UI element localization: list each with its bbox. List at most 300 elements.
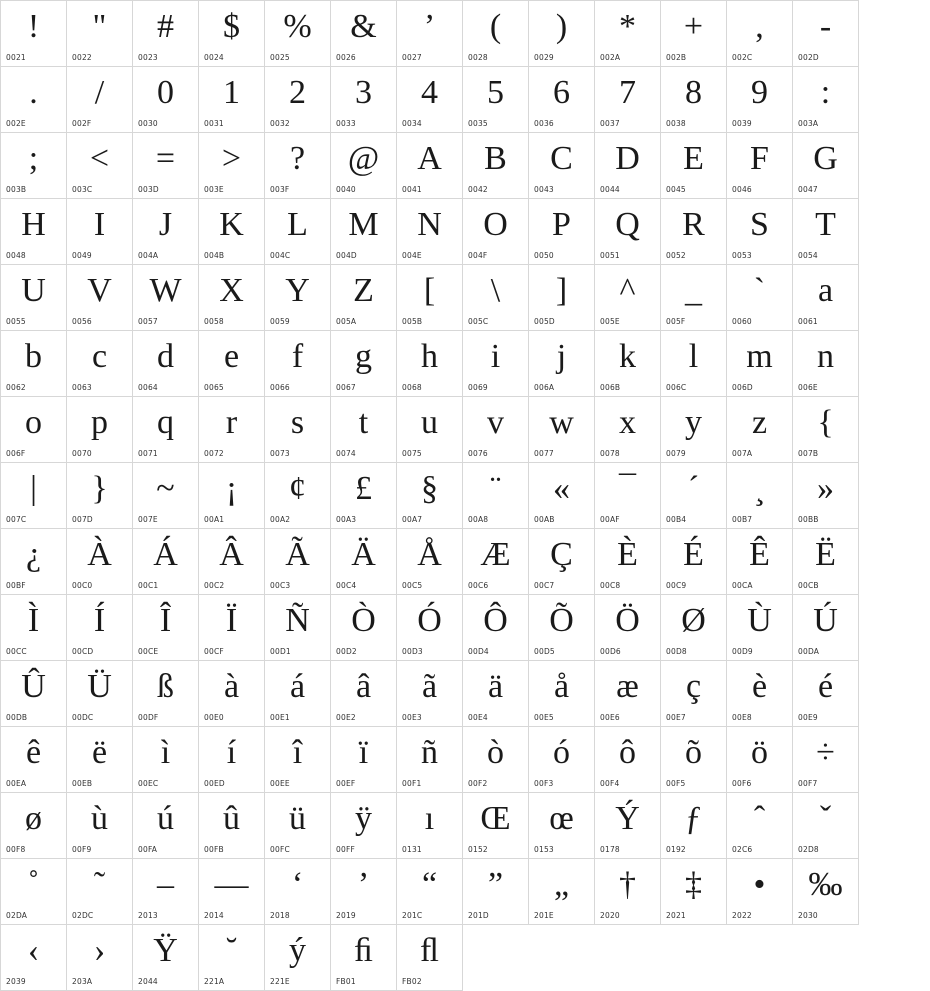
glyph-cell[interactable] — [1, 67, 67, 133]
glyph-cell[interactable] — [265, 859, 331, 925]
glyph-cell[interactable] — [133, 133, 199, 199]
glyph-cell[interactable] — [67, 661, 133, 727]
glyph-cell[interactable] — [67, 265, 133, 331]
glyph-cell[interactable] — [661, 727, 727, 793]
glyph-character: Ö — [615, 602, 640, 639]
glyph-codepoint: 0056 — [72, 317, 92, 326]
glyph-cell[interactable] — [463, 595, 529, 661]
glyph-codepoint: 0032 — [270, 119, 290, 128]
glyph-character: › — [93, 932, 106, 969]
glyph-cell[interactable] — [661, 397, 727, 463]
glyph-codepoint: 003C — [72, 185, 93, 194]
glyph-character: ï — [358, 734, 369, 771]
glyph-character: „ — [553, 866, 570, 903]
glyph-cell[interactable] — [133, 463, 199, 529]
glyph-codepoint: 006A — [534, 383, 555, 392]
glyph-cell[interactable] — [67, 1, 133, 67]
glyph-cell[interactable] — [199, 529, 265, 595]
glyph-cell[interactable] — [529, 397, 595, 463]
glyph-character: < — [89, 140, 110, 177]
glyph-cell[interactable] — [331, 67, 397, 133]
glyph-cell[interactable] — [595, 661, 661, 727]
glyph-cell[interactable] — [331, 727, 397, 793]
glyph-cell[interactable] — [265, 397, 331, 463]
glyph-cell[interactable] — [463, 133, 529, 199]
glyph-cell[interactable] — [331, 1, 397, 67]
glyph-codepoint: 0029 — [534, 53, 554, 62]
glyph-character: ì — [160, 734, 171, 771]
glyph-character: | — [30, 470, 37, 507]
glyph-cell[interactable] — [67, 67, 133, 133]
glyph-cell[interactable] — [331, 133, 397, 199]
glyph-cell[interactable] — [397, 1, 463, 67]
glyph-character: Ê — [749, 536, 770, 573]
glyph-cell[interactable] — [331, 463, 397, 529]
glyph-cell[interactable] — [595, 199, 661, 265]
glyph-codepoint: 00DB — [6, 713, 28, 722]
glyph-cell[interactable] — [265, 661, 331, 727]
glyph-cell[interactable] — [595, 529, 661, 595]
glyph-character: ¿ — [25, 536, 42, 573]
glyph-character: ê — [25, 734, 42, 771]
glyph-cell[interactable] — [661, 793, 727, 859]
glyph-character: ] — [555, 272, 568, 309]
glyph-cell[interactable] — [727, 529, 793, 595]
glyph-character: ß — [157, 668, 174, 705]
glyph-codepoint: 00D4 — [468, 647, 489, 656]
glyph-cell[interactable] — [727, 595, 793, 661]
glyph-codepoint: 004E — [402, 251, 422, 260]
glyph-character: q — [157, 404, 174, 441]
glyph-cell[interactable] — [199, 727, 265, 793]
glyph-cell[interactable] — [331, 397, 397, 463]
glyph-cell[interactable] — [133, 859, 199, 925]
glyph-codepoint: 003A — [798, 119, 819, 128]
glyph-cell[interactable] — [463, 727, 529, 793]
glyph-character: é — [817, 668, 834, 705]
glyph-cell[interactable] — [661, 265, 727, 331]
glyph-cell[interactable] — [793, 199, 859, 265]
glyph-codepoint: 005B — [402, 317, 423, 326]
glyph-codepoint: 006D — [732, 383, 753, 392]
glyph-cell[interactable] — [133, 199, 199, 265]
glyph-character: b — [25, 338, 42, 375]
glyph-cell[interactable] — [529, 133, 595, 199]
glyph-cell[interactable] — [595, 595, 661, 661]
glyph-character: " — [92, 8, 107, 45]
glyph-cell[interactable] — [265, 463, 331, 529]
glyph-cell[interactable] — [463, 265, 529, 331]
glyph-codepoint: 0036 — [534, 119, 554, 128]
glyph-cell[interactable] — [793, 793, 859, 859]
glyph-cell[interactable] — [265, 595, 331, 661]
glyph-cell[interactable] — [67, 331, 133, 397]
glyph-codepoint: 0054 — [798, 251, 818, 260]
glyph-codepoint: 00AB — [534, 515, 555, 524]
glyph-character: ˚ — [27, 866, 40, 903]
glyph-codepoint: 00F9 — [72, 845, 92, 854]
glyph-character: y — [685, 404, 702, 441]
glyph-cell[interactable] — [331, 661, 397, 727]
glyph-codepoint: 00C5 — [402, 581, 423, 590]
glyph-cell[interactable] — [331, 331, 397, 397]
glyph-cell[interactable] — [661, 859, 727, 925]
glyph-codepoint: 007E — [138, 515, 158, 524]
glyph-cell[interactable] — [595, 727, 661, 793]
glyph-cell[interactable] — [529, 529, 595, 595]
glyph-cell[interactable] — [661, 595, 727, 661]
glyph-cell[interactable] — [397, 199, 463, 265]
glyph-codepoint: 0022 — [72, 53, 92, 62]
glyph-cell[interactable] — [727, 793, 793, 859]
glyph-cell[interactable] — [331, 595, 397, 661]
glyph-cell[interactable] — [199, 397, 265, 463]
glyph-cell[interactable] — [265, 529, 331, 595]
glyph-cell[interactable] — [1, 529, 67, 595]
glyph-cell[interactable] — [793, 859, 859, 925]
glyph-character: x — [619, 404, 636, 441]
glyph-cell[interactable] — [133, 595, 199, 661]
glyph-cell[interactable] — [595, 265, 661, 331]
glyph-codepoint: 00FC — [270, 845, 290, 854]
glyph-cell[interactable] — [199, 331, 265, 397]
glyph-cell[interactable] — [133, 331, 199, 397]
glyph-character: 8 — [685, 74, 702, 111]
glyph-cell[interactable] — [67, 793, 133, 859]
glyph-codepoint: 00E2 — [336, 713, 356, 722]
glyph-codepoint: 002D — [798, 53, 819, 62]
glyph-character: † — [619, 866, 636, 903]
glyph-character: ü — [289, 800, 306, 837]
glyph-codepoint: 2018 — [270, 911, 290, 920]
glyph-cell[interactable] — [133, 67, 199, 133]
glyph-cell[interactable] — [727, 727, 793, 793]
glyph-cell[interactable] — [397, 661, 463, 727]
glyph-character: V — [87, 272, 112, 309]
glyph-codepoint: 00A3 — [336, 515, 357, 524]
glyph-cell[interactable] — [529, 595, 595, 661]
glyph-character: Ë — [815, 536, 836, 573]
glyph-character: Ì — [27, 602, 40, 639]
glyph-cell[interactable] — [67, 859, 133, 925]
glyph-codepoint: 00D8 — [666, 647, 687, 656]
glyph-cell[interactable] — [661, 67, 727, 133]
glyph-cell[interactable] — [199, 133, 265, 199]
glyph-cell[interactable] — [265, 793, 331, 859]
glyph-cell[interactable] — [397, 727, 463, 793]
glyph-cell[interactable] — [793, 1, 859, 67]
glyph-codepoint: 2044 — [138, 977, 158, 986]
glyph-character: È — [617, 536, 638, 573]
glyph-codepoint: 203A — [72, 977, 93, 986]
glyph-cell[interactable] — [331, 265, 397, 331]
glyph-character: ! — [27, 8, 40, 45]
glyph-cell-empty — [595, 925, 661, 991]
glyph-cell[interactable] — [199, 661, 265, 727]
glyph-cell[interactable] — [199, 199, 265, 265]
glyph-codepoint: 0026 — [336, 53, 356, 62]
glyph-cell[interactable] — [397, 859, 463, 925]
glyph-cell[interactable] — [265, 133, 331, 199]
glyph-cell[interactable] — [529, 463, 595, 529]
glyph-cell[interactable] — [793, 397, 859, 463]
glyph-character: Ÿ — [153, 932, 178, 969]
glyph-cell[interactable] — [331, 925, 397, 991]
glyph-cell[interactable] — [265, 925, 331, 991]
glyph-cell[interactable] — [661, 331, 727, 397]
glyph-cell[interactable] — [529, 67, 595, 133]
glyph-character: ‘ — [291, 866, 304, 903]
glyph-cell[interactable] — [727, 463, 793, 529]
glyph-cell[interactable] — [1, 661, 67, 727]
glyph-character: $ — [223, 8, 240, 45]
glyph-cell[interactable] — [1, 265, 67, 331]
glyph-cell[interactable] — [1, 925, 67, 991]
glyph-cell[interactable] — [595, 67, 661, 133]
glyph-cell[interactable] — [1, 331, 67, 397]
glyph-cell[interactable] — [661, 661, 727, 727]
glyph-cell[interactable] — [397, 67, 463, 133]
glyph-codepoint: 0060 — [732, 317, 752, 326]
glyph-cell[interactable] — [133, 925, 199, 991]
glyph-cell[interactable] — [67, 595, 133, 661]
glyph-cell[interactable] — [67, 925, 133, 991]
glyph-cell[interactable] — [1, 199, 67, 265]
glyph-cell[interactable] — [793, 661, 859, 727]
glyph-cell[interactable] — [727, 67, 793, 133]
glyph-character: / — [94, 74, 105, 111]
glyph-cell[interactable] — [1, 463, 67, 529]
glyph-cell[interactable] — [331, 859, 397, 925]
glyph-cell[interactable] — [463, 793, 529, 859]
glyph-codepoint: 0039 — [732, 119, 752, 128]
glyph-cell[interactable] — [397, 529, 463, 595]
glyph-cell[interactable] — [463, 1, 529, 67]
glyph-cell[interactable] — [463, 661, 529, 727]
glyph-cell[interactable] — [727, 265, 793, 331]
glyph-character: ” — [487, 866, 504, 903]
glyph-codepoint: 0027 — [402, 53, 422, 62]
glyph-cell[interactable] — [463, 67, 529, 133]
glyph-cell[interactable] — [133, 793, 199, 859]
glyph-cell[interactable] — [793, 265, 859, 331]
glyph-character: ^ — [619, 272, 636, 309]
glyph-cell[interactable] — [727, 331, 793, 397]
glyph-cell[interactable] — [133, 727, 199, 793]
glyph-cell-empty — [727, 925, 793, 991]
glyph-character: Z — [353, 272, 374, 309]
glyph-cell[interactable] — [265, 67, 331, 133]
glyph-cell[interactable] — [331, 199, 397, 265]
glyph-character: § — [421, 470, 438, 507]
glyph-cell[interactable] — [661, 1, 727, 67]
glyph-character: K — [219, 206, 244, 243]
glyph-cell-empty — [463, 925, 529, 991]
glyph-cell[interactable] — [595, 331, 661, 397]
glyph-cell[interactable] — [793, 595, 859, 661]
glyph-cell[interactable] — [199, 67, 265, 133]
glyph-cell[interactable] — [199, 265, 265, 331]
glyph-cell[interactable] — [1, 793, 67, 859]
glyph-cell[interactable] — [463, 859, 529, 925]
glyph-cell[interactable] — [67, 727, 133, 793]
glyph-cell[interactable] — [529, 265, 595, 331]
glyph-cell[interactable] — [133, 529, 199, 595]
glyph-character: è — [751, 668, 768, 705]
glyph-cell[interactable] — [397, 793, 463, 859]
glyph-codepoint: 00E6 — [600, 713, 620, 722]
glyph-codepoint: 00E5 — [534, 713, 554, 722]
glyph-codepoint: 006F — [6, 449, 26, 458]
glyph-cell[interactable] — [529, 727, 595, 793]
glyph-character: h — [421, 338, 438, 375]
glyph-character: ë — [91, 734, 108, 771]
glyph-cell[interactable] — [595, 133, 661, 199]
glyph-cell[interactable] — [397, 397, 463, 463]
glyph-character: 6 — [553, 74, 570, 111]
glyph-character: o — [25, 404, 42, 441]
glyph-cell[interactable] — [199, 595, 265, 661]
glyph-cell[interactable] — [595, 793, 661, 859]
glyph-cell[interactable] — [727, 1, 793, 67]
glyph-cell[interactable] — [397, 331, 463, 397]
glyph-cell[interactable] — [199, 859, 265, 925]
glyph-cell[interactable] — [463, 397, 529, 463]
glyph-character: 2 — [289, 74, 306, 111]
glyph-cell[interactable] — [793, 727, 859, 793]
glyph-cell[interactable] — [661, 463, 727, 529]
glyph-cell[interactable] — [529, 859, 595, 925]
glyph-cell[interactable] — [67, 133, 133, 199]
glyph-character: m — [746, 338, 773, 375]
glyph-codepoint: 0055 — [6, 317, 26, 326]
glyph-cell[interactable] — [529, 1, 595, 67]
glyph-cell[interactable] — [793, 529, 859, 595]
glyph-cell[interactable] — [463, 331, 529, 397]
glyph-cell[interactable] — [133, 661, 199, 727]
glyph-codepoint: 0047 — [798, 185, 818, 194]
glyph-cell[interactable] — [595, 1, 661, 67]
glyph-cell[interactable] — [463, 463, 529, 529]
glyph-cell[interactable] — [595, 463, 661, 529]
glyph-codepoint: 004A — [138, 251, 159, 260]
glyph-cell[interactable] — [1, 1, 67, 67]
glyph-cell[interactable] — [1, 595, 67, 661]
glyph-cell[interactable] — [265, 727, 331, 793]
glyph-character: P — [552, 206, 571, 243]
glyph-character: Ô — [483, 602, 508, 639]
glyph-cell[interactable] — [727, 661, 793, 727]
glyph-cell[interactable] — [529, 793, 595, 859]
glyph-cell[interactable] — [331, 793, 397, 859]
glyph-cell[interactable] — [397, 925, 463, 991]
glyph-cell[interactable] — [727, 859, 793, 925]
glyph-cell[interactable] — [1, 133, 67, 199]
glyph-character: l — [688, 338, 699, 375]
glyph-cell[interactable] — [67, 463, 133, 529]
glyph-codepoint: 00FA — [138, 845, 158, 854]
glyph-cell[interactable] — [199, 925, 265, 991]
glyph-cell[interactable] — [397, 133, 463, 199]
glyph-cell[interactable] — [661, 529, 727, 595]
glyph-cell[interactable] — [661, 199, 727, 265]
glyph-codepoint: 004D — [336, 251, 357, 260]
glyph-codepoint: 00F3 — [534, 779, 554, 788]
glyph-cell[interactable] — [133, 1, 199, 67]
glyph-cell[interactable] — [133, 397, 199, 463]
glyph-cell[interactable] — [793, 463, 859, 529]
glyph-character: Ï — [225, 602, 238, 639]
glyph-cell[interactable] — [661, 133, 727, 199]
glyph-character: ’ — [357, 866, 370, 903]
glyph-cell[interactable] — [793, 67, 859, 133]
glyph-character: É — [683, 536, 704, 573]
glyph-character: S — [750, 206, 769, 243]
glyph-codepoint: 00DA — [798, 647, 820, 656]
glyph-cell[interactable] — [727, 397, 793, 463]
glyph-codepoint: 00EC — [138, 779, 159, 788]
glyph-cell[interactable] — [199, 793, 265, 859]
glyph-cell[interactable] — [133, 265, 199, 331]
glyph-cell[interactable] — [1, 727, 67, 793]
glyph-character: £ — [355, 470, 372, 507]
glyph-cell[interactable] — [793, 331, 859, 397]
glyph-character: N — [417, 206, 442, 243]
glyph-cell[interactable] — [67, 397, 133, 463]
glyph-cell[interactable] — [463, 529, 529, 595]
glyph-cell[interactable] — [265, 1, 331, 67]
glyph-cell[interactable] — [793, 133, 859, 199]
glyph-cell[interactable] — [331, 529, 397, 595]
glyph-cell[interactable] — [595, 397, 661, 463]
glyph-cell[interactable] — [595, 859, 661, 925]
glyph-codepoint: 00C0 — [72, 581, 93, 590]
glyph-character: ã — [421, 668, 438, 705]
glyph-character: _ — [685, 272, 702, 309]
glyph-codepoint: 007D — [72, 515, 93, 524]
glyph-cell[interactable] — [1, 397, 67, 463]
glyph-cell[interactable] — [265, 331, 331, 397]
glyph-cell[interactable] — [265, 199, 331, 265]
glyph-character: 5 — [487, 74, 504, 111]
glyph-codepoint: 00EB — [72, 779, 93, 788]
glyph-cell[interactable] — [529, 331, 595, 397]
glyph-character: } — [91, 470, 108, 507]
glyph-codepoint: 00C3 — [270, 581, 291, 590]
glyph-cell[interactable] — [199, 1, 265, 67]
glyph-cell[interactable] — [727, 133, 793, 199]
glyph-cell[interactable] — [67, 529, 133, 595]
glyph-cell[interactable] — [529, 199, 595, 265]
glyph-character: ) — [555, 8, 568, 45]
glyph-cell[interactable] — [529, 661, 595, 727]
glyph-codepoint: 0075 — [402, 449, 422, 458]
glyph-cell[interactable] — [1, 859, 67, 925]
glyph-cell[interactable] — [199, 463, 265, 529]
glyph-character: s — [290, 404, 305, 441]
glyph-codepoint: 0046 — [732, 185, 752, 194]
glyph-cell[interactable] — [397, 463, 463, 529]
glyph-codepoint: 0065 — [204, 383, 224, 392]
glyph-cell[interactable] — [463, 199, 529, 265]
glyph-cell[interactable] — [397, 265, 463, 331]
glyph-cell[interactable] — [397, 595, 463, 661]
glyph-cell[interactable] — [67, 199, 133, 265]
glyph-codepoint: 00E4 — [468, 713, 488, 722]
glyph-cell[interactable] — [265, 265, 331, 331]
glyph-character: U — [21, 272, 46, 309]
glyph-cell[interactable] — [727, 199, 793, 265]
